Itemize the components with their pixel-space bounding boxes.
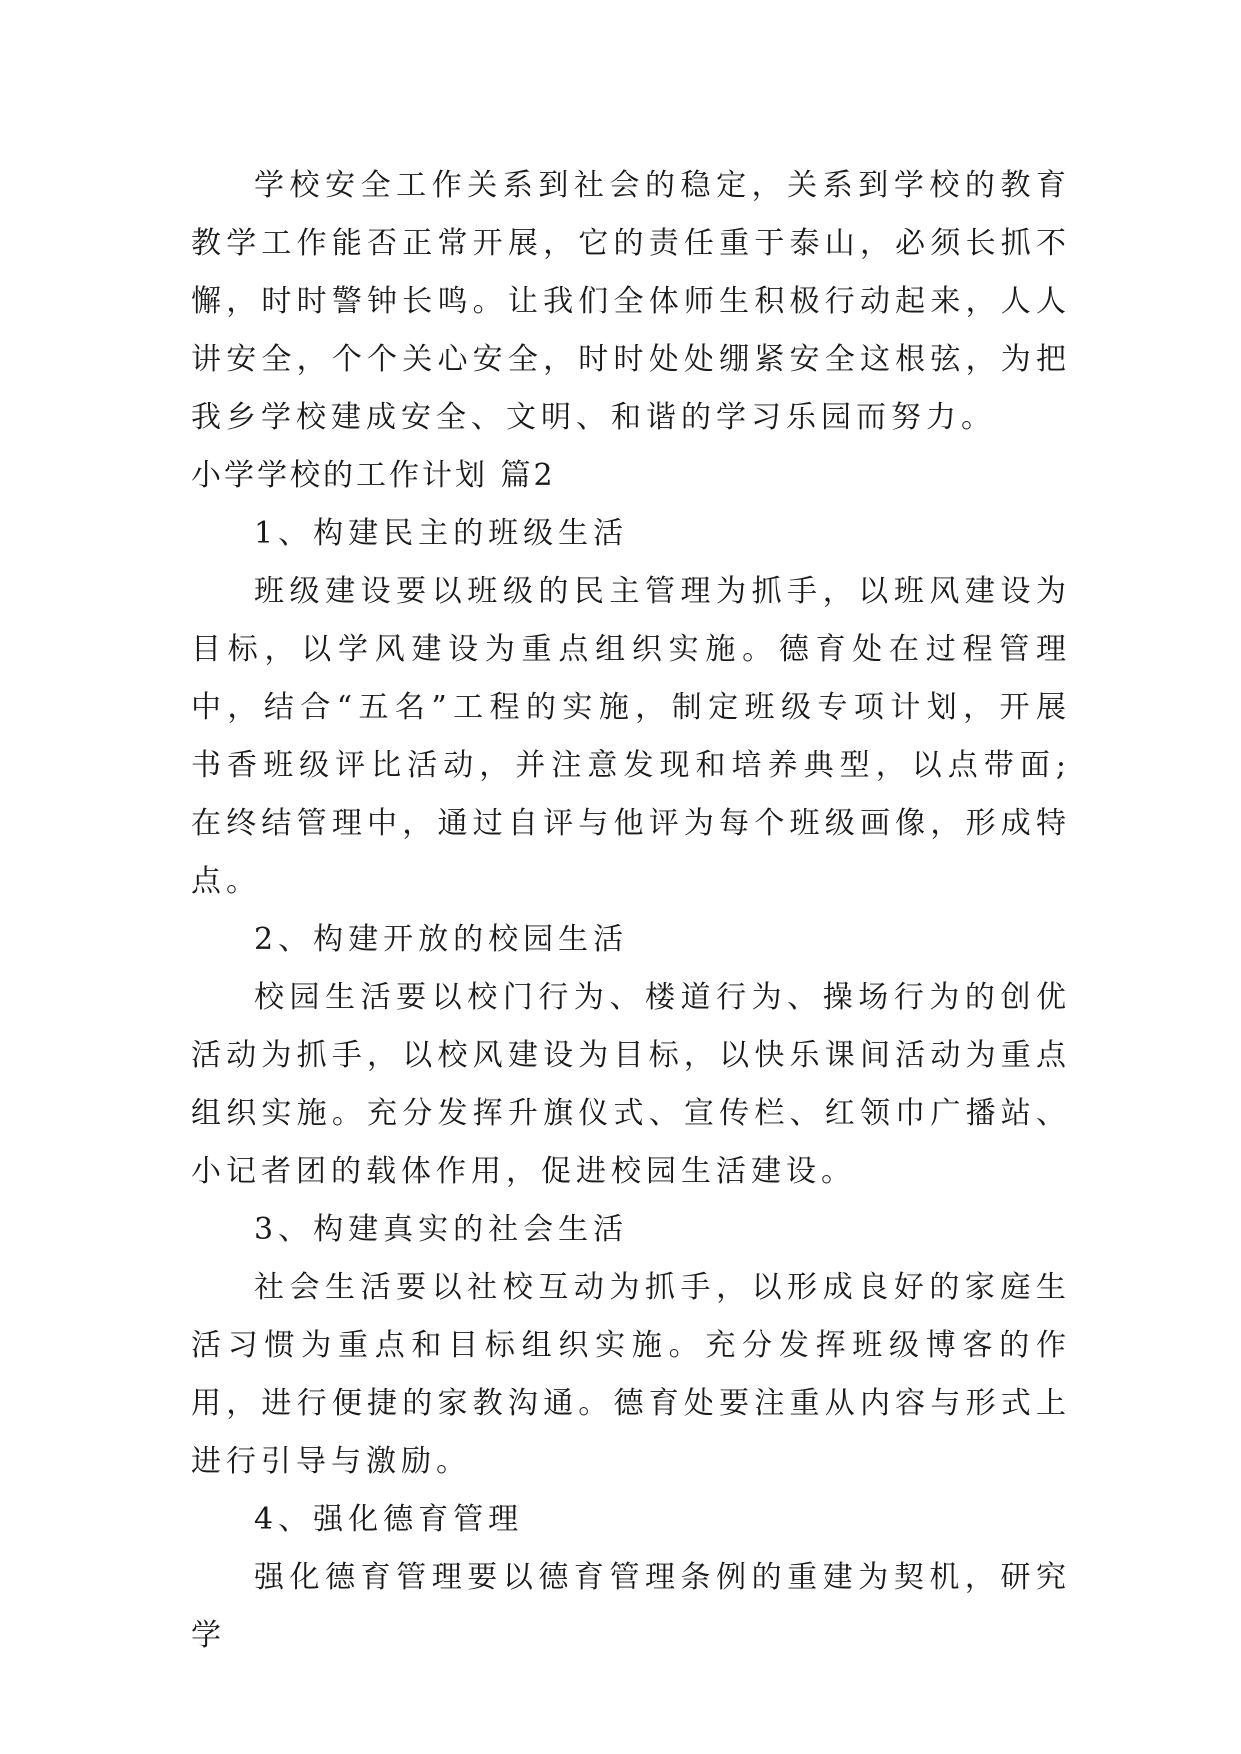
subheading-3: 3、构建真实的社会生活 xyxy=(254,1212,629,1247)
subheading-1: 1、构建民主的班级生活 xyxy=(254,516,629,551)
paragraph-class-life: 班级建设要以班级的民主管理为抓手，以班风建设为目标，以学风建设为重点组织实施。德育处在过程管理中，结合“五名”工程的实施，制定班级专项计划，开展书香班级评比活动，并注意发现和培养典型，以点带面;在终结管理中，通过自评与他评为每个班级画像，形成特点。 xyxy=(191,574,1071,899)
paragraph-campus-life: 校园生活要以校门行为、楼道行为、操场行为的创优活动为抓手，以校风建设为目标，以快乐课间活动为重点组织实施。充分发挥升旗仪式、宣传栏、红领巾广播站、小记者团的载体作用，促进校园生活建设。 xyxy=(191,980,1071,1189)
document-body xyxy=(191,157,1071,1665)
subheading-2: 2、构建开放的校园生活 xyxy=(254,922,629,957)
subheading-4: 4、强化德育管理 xyxy=(254,1502,524,1537)
paragraph-safety-conclusion: 学校安全工作关系到社会的稳定，关系到学校的教育教学工作能否正常开展，它的责任重于泰山，必须长抓不懈，时时警钟长鸣。让我们全体师生积极行动起来，人人讲安全，个个关心安全，时时处处绷紧安全这根弦，为把我乡学校建成安全、文明、和谐的学习乐园而努力。 xyxy=(191,168,1071,435)
section-title: 小学学校的工作计划 篇2 xyxy=(191,458,556,493)
paragraph-social-life: 社会生活要以社校互动为抓手，以形成良好的家庭生活习惯为重点和目标组织实施。充分发挥班级博客的作用，进行便捷的家教沟通。德育处要注重从内容与形式上进行引导与激励。 xyxy=(191,1270,1071,1479)
paragraph-moral-management: 强化德育管理要以德育管理条例的重建为契机，研究学 xyxy=(191,1560,1071,1653)
